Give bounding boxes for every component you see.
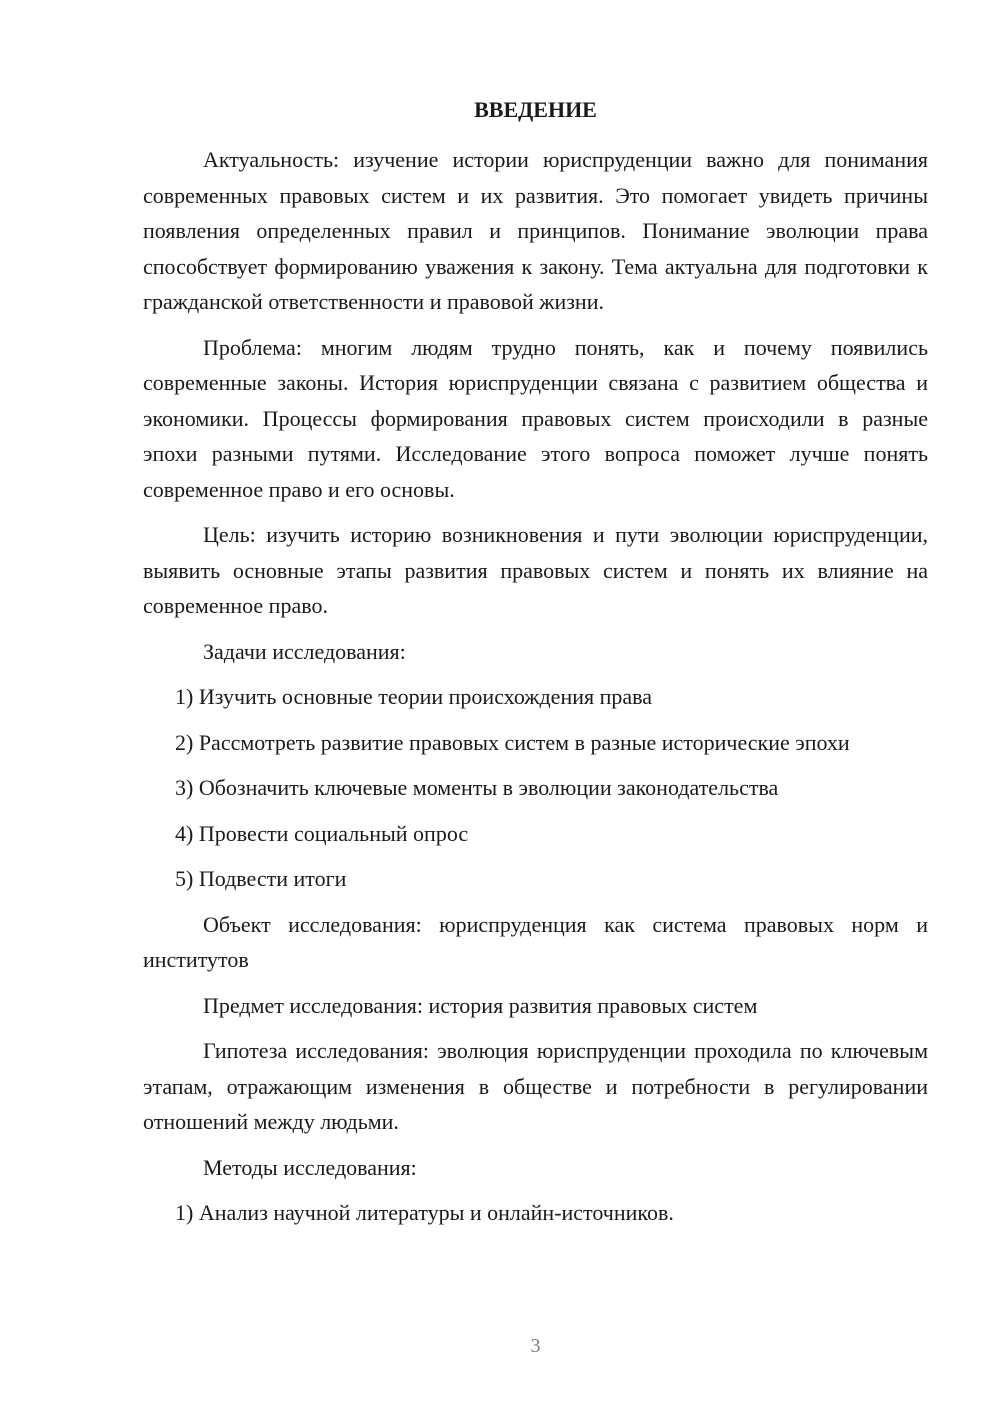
task-item: 5) Подвести итоги xyxy=(175,866,347,891)
goal-paragraph: Цель: изучить историю возникновения и пути эволюции юриспруденции, выявить основные этапы развития правовых систем и понять их влияние на современное право. xyxy=(143,522,928,618)
problem-paragraph: Проблема: многим людям трудно понять, как и почему появились современные законы. История юриспруденции связана с развитием общества и экономики. Процессы формирования правовых систем происходили в разные эпохи разными путями. Исследование этого вопроса поможет лучше понять современное право и его основы. xyxy=(143,334,928,502)
task-item: 2) Рассмотреть развитие правовых систем в разные исторические эпохи xyxy=(175,729,850,755)
section-heading: ВВЕДЕНИЕ xyxy=(474,97,597,122)
subject-paragraph: Предмет исследования: история развития правовых систем xyxy=(203,992,758,1018)
task-item: 3) Обозначить ключевые моменты в эволюции законодательства xyxy=(175,775,779,800)
tasks-title: Задачи исследования: xyxy=(203,638,406,664)
task-item: 1) Изучить основные теории происхождения права xyxy=(175,684,653,709)
task-item: 4) Провести социальный опрос xyxy=(175,820,469,846)
document-page xyxy=(143,0,928,1414)
document-body xyxy=(143,142,928,1241)
method-item: 1) Анализ научной литературы и онлайн-источников. xyxy=(175,1200,674,1225)
hypothesis-paragraph: Гипотеза исследования: эволюция юриспруденции проходила по ключевым этапам, отражающим изменения в обществе и потребности в регулировании отношений между людьми. xyxy=(143,1038,928,1134)
page-number: 3 xyxy=(530,1335,541,1357)
relevance-paragraph: Актуальность: изучение истории юриспруденции важно для понимания современных правовых систем и их развития. Это помогает увидеть причины появления определенных правил и принципов. Понимание эволюции права способствует формированию уважения к закону. Тема актуальна для подготовки к гражданской ответственности и правовой жизни. xyxy=(143,147,928,314)
methods-title: Методы исследования: xyxy=(203,1154,417,1180)
object-paragraph: Объект исследования: юриспруденция как система правовых норм и институтов xyxy=(143,911,928,972)
